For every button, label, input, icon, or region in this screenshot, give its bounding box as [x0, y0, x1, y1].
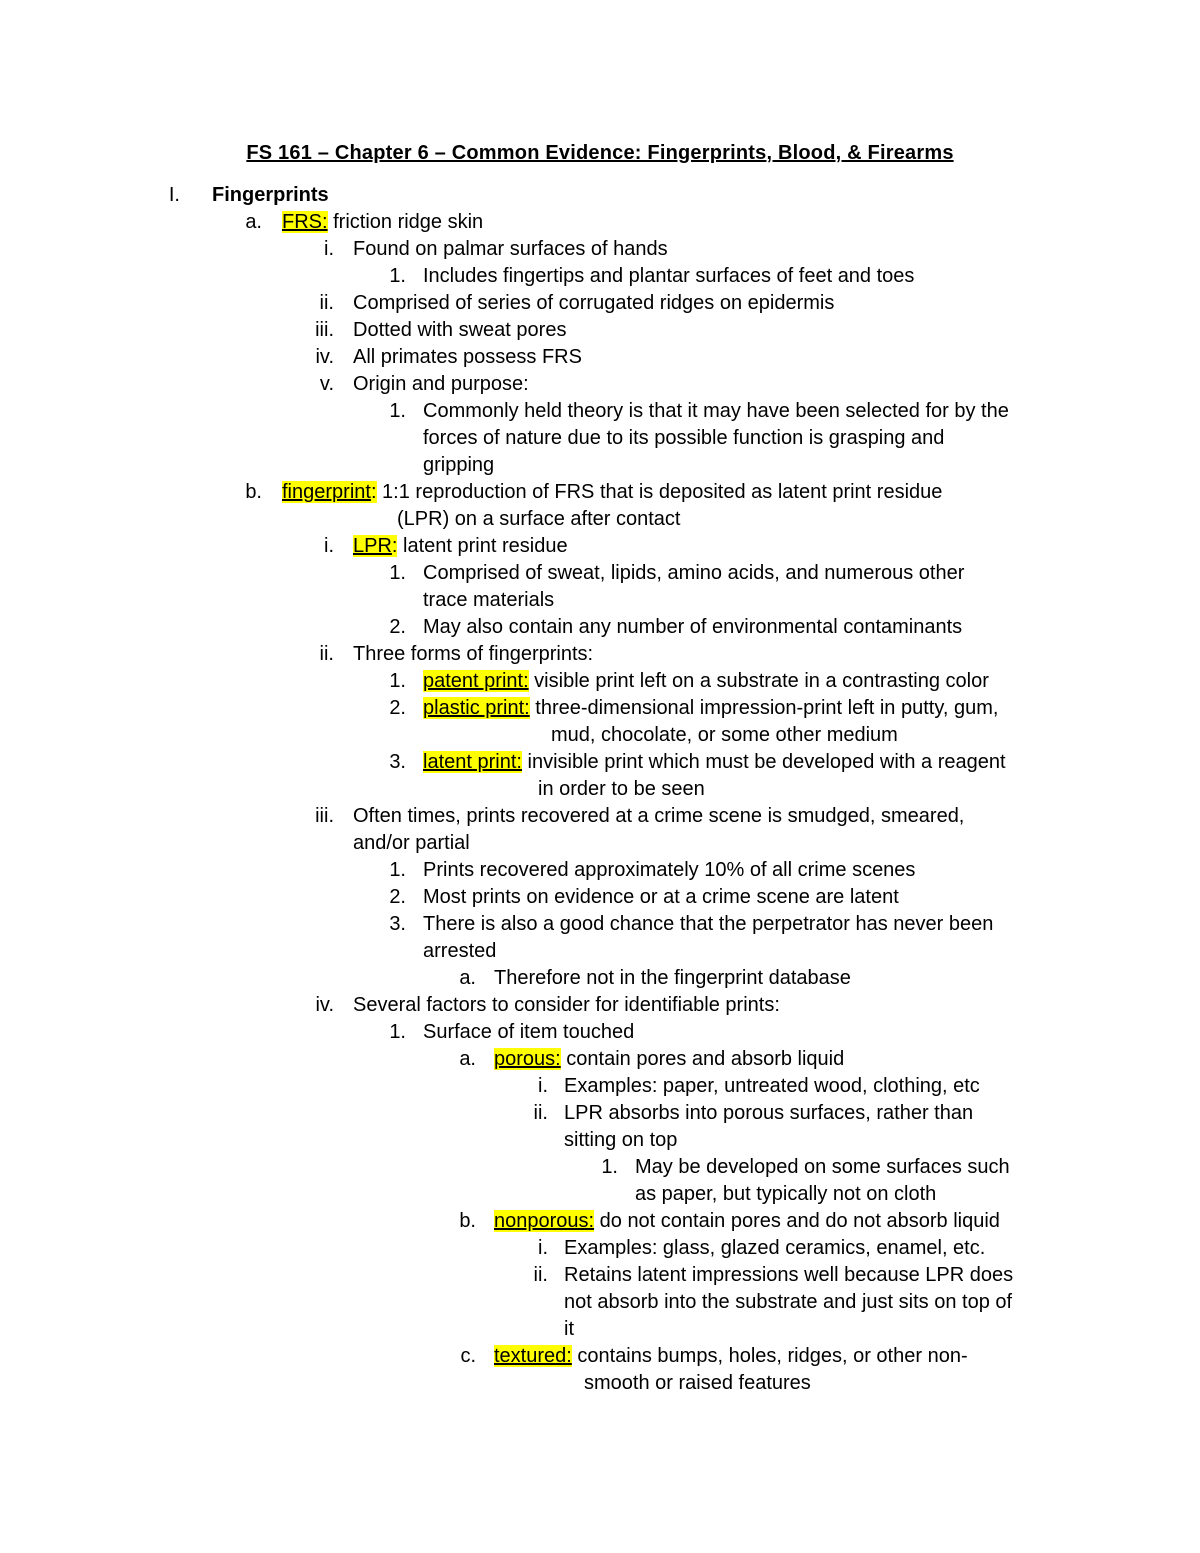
list-item: Prints recovered approximately 10% of all crime scenes [423, 859, 916, 881]
term-colon: : [391, 535, 398, 557]
list-marker: i. [324, 535, 334, 557]
list-marker: 1. [601, 1156, 618, 1178]
list-item: Examples: paper, untreated wood, clothing, etc [564, 1075, 980, 1097]
list-item: Found on palmar surfaces of hands [353, 238, 668, 260]
list-item-continuation: arrested [423, 940, 497, 962]
list-marker: 1. [389, 400, 406, 422]
highlighted-term: LPR [353, 535, 392, 557]
list-item-continuation: sitting on top [564, 1129, 678, 1151]
list-marker: 2. [389, 616, 406, 638]
list-marker: a. [245, 211, 262, 233]
highlighted-term: porous: [494, 1048, 561, 1070]
list-item-continuation: trace materials [423, 589, 555, 611]
list-item: There is also a good chance that the perpetrator has never been [423, 913, 994, 935]
list-marker: 1. [389, 1021, 406, 1043]
highlighted-term: fingerprint [282, 481, 371, 503]
list-item: May be developed on some surfaces such [635, 1156, 1010, 1178]
definition-text: do not contain pores and do not absorb liquid [594, 1210, 1000, 1232]
document-title: FS 161 – Chapter 6 – Common Evidence: Fingerprints, Blood, & Firearms [246, 142, 954, 164]
list-item-continuation: as paper, but typically not on cloth [635, 1183, 937, 1205]
definition-text: invisible print which must be developed with a reagent [521, 751, 1006, 773]
definition-text: visible print left on a substrate in a contrasting color [528, 670, 989, 692]
list-marker: c. [460, 1345, 476, 1367]
list-marker: iv. [315, 346, 334, 368]
list-marker: b. [245, 481, 262, 503]
list-marker: a. [459, 967, 476, 989]
list-item-continuation: gripping [423, 454, 495, 476]
definition-text: 1:1 reproduction of FRS that is deposited as latent print residue [376, 481, 943, 503]
list-marker: i. [538, 1237, 548, 1259]
list-item: Comprised of sweat, lipids, amino acids, and numerous other [423, 562, 965, 584]
highlighted-term: patent print: [423, 670, 529, 692]
list-item-continuation: not absorb into the substrate and just sits on top of [564, 1291, 1013, 1313]
list-item-continuation: in order to be seen [538, 778, 705, 800]
highlighted-term: nonporous: [494, 1210, 595, 1232]
highlighted-term: textured: [494, 1345, 572, 1367]
list-marker: 3. [389, 751, 406, 773]
list-marker: iii. [315, 319, 334, 341]
list-item: Several factors to consider for identifiable prints: [353, 994, 780, 1016]
highlighted-term: plastic print: [423, 697, 530, 719]
list-item: Most prints on evidence or at a crime scene are latent [423, 886, 899, 908]
list-marker: ii. [533, 1264, 548, 1286]
list-marker: i. [324, 238, 334, 260]
list-item [423, 695, 998, 722]
list-marker: 2. [389, 886, 406, 908]
list-marker: 1. [389, 265, 406, 287]
definition-text: contains bumps, holes, ridges, or other non- [571, 1345, 968, 1367]
list-item: Origin and purpose: [353, 373, 529, 395]
list-marker: iii. [315, 805, 334, 827]
list-item [494, 1343, 968, 1370]
list-item-continuation: (LPR) on a surface after contact [397, 508, 681, 530]
list-marker: ii. [533, 1102, 548, 1124]
list-item: Retains latent impressions well because LPR does [564, 1264, 1014, 1286]
list-item: LPR absorbs into porous surfaces, rather than [564, 1102, 974, 1124]
definition-text: three-dimensional impression-print left in putty, gum, [529, 697, 999, 719]
list-item: Examples: glass, glazed ceramics, enamel, etc. [564, 1237, 986, 1259]
list-marker: v. [319, 373, 334, 395]
list-marker: 2. [389, 697, 406, 719]
list-item: Commonly held theory is that it may have been selected for by the [423, 400, 1009, 422]
list-marker: 1. [389, 562, 406, 584]
list-item [282, 209, 483, 236]
list-marker: ii. [319, 292, 334, 314]
list-item: Three forms of fingerprints: [353, 643, 594, 665]
definition-text: contain pores and absorb liquid [560, 1048, 845, 1070]
list-item [494, 1208, 1000, 1235]
section-marker: I. [168, 184, 180, 206]
list-item [494, 1046, 844, 1073]
list-item: Often times, prints recovered at a crime scene is smudged, smeared, [353, 805, 965, 827]
list-marker: i. [538, 1075, 548, 1097]
definition-text: friction ridge skin [327, 211, 484, 233]
list-marker: 1. [389, 670, 406, 692]
definition-text: latent print residue [397, 535, 568, 557]
list-item-continuation: smooth or raised features [584, 1372, 811, 1394]
list-marker: 3. [389, 913, 406, 935]
list-item [282, 479, 942, 506]
list-item-continuation: and/or partial [353, 832, 470, 854]
list-item: Dotted with sweat pores [353, 319, 567, 341]
list-item [353, 533, 568, 560]
list-marker: a. [459, 1048, 476, 1070]
highlighted-term: FRS: [282, 211, 328, 233]
list-item: Therefore not in the fingerprint database [494, 967, 851, 989]
term-colon: : [370, 481, 377, 503]
list-item-continuation: mud, chocolate, or some other medium [551, 724, 898, 746]
list-item: Comprised of series of corrugated ridges on epidermis [353, 292, 835, 314]
list-item [423, 668, 989, 695]
list-item-continuation: forces of nature due to its possible function is grasping and [423, 427, 945, 449]
highlighted-term: latent print: [423, 751, 522, 773]
list-marker: b. [459, 1210, 476, 1232]
list-item: All primates possess FRS [353, 346, 582, 368]
list-item: Includes fingertips and plantar surfaces of feet and toes [423, 265, 915, 287]
list-marker: iv. [315, 994, 334, 1016]
list-item: May also contain any number of environmental contaminants [423, 616, 963, 638]
list-marker: 1. [389, 859, 406, 881]
list-item-continuation: it [564, 1318, 574, 1340]
list-item [423, 749, 1006, 776]
list-marker: ii. [319, 643, 334, 665]
section-heading: Fingerprints [212, 184, 329, 206]
list-item: Surface of item touched [423, 1021, 635, 1043]
